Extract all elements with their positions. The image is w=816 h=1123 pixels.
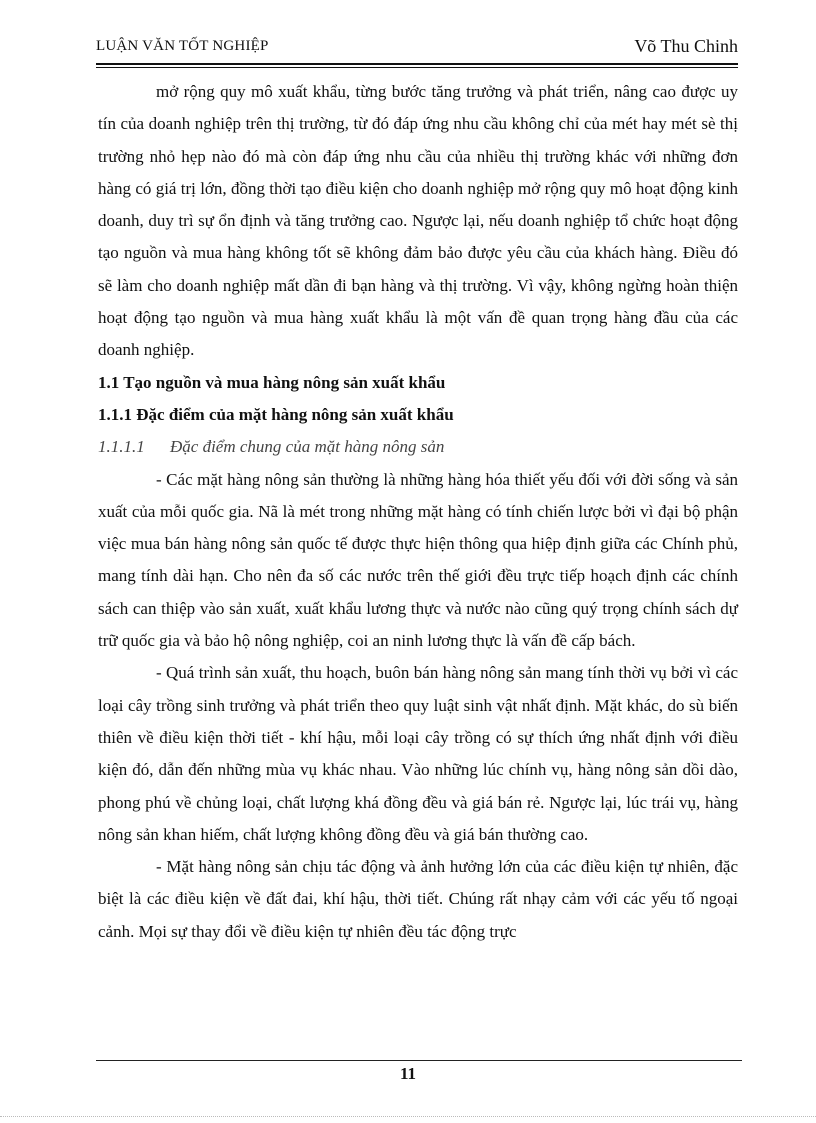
footer-divider (96, 1060, 742, 1061)
header-divider (96, 63, 738, 65)
section-heading: 1.1 Tạo nguồn và mua hàng nông sản xuất khẩu (98, 372, 446, 392)
subsubsection-number: 1.1.1.1 (98, 437, 145, 457)
paragraph-intro: mở rộng quy mô xuất khẩu, từng bước tăng trưởng và phát triển, nâng cao được uy tín của doanh nghiệp trên thị trường, từ đó đáp ứng nhu cầu không chỉ của mét hay mét sè thị trường nhỏ hẹp nào đó mà còn đáp ứng nhu cầu của nhiều thị trường khác với những đơn hàng có giá trị lớn, đồng thời tạo điều kiện cho doanh nghiệp mở rộng quy mô hoạt động kinh doanh, duy trì sự ổn định và tăng trưởng cao. Ngược lại, nếu doanh nghiệp tổ chức hoạt động tạo nguồn và mua hàng không tốt sẽ không đảm bảo được yêu cầu của khách hàng. Điều đó sẽ làm cho doanh nghiệp mất dần đi bạn hàng và thị trường. Vì vậy, không ngừng hoàn thiện hoạt động tạo nguồn và mua hàng xuất khẩu là một vấn đề quan trọng hàng đầu của các doanh nghiệp. (98, 82, 738, 360)
page-bottom-border (0, 1116, 816, 1117)
header-author: Võ Thu Chinh (634, 36, 738, 56)
paragraph-bullet-3: - Mặt hàng nông sản chịu tác động và ảnh hưởng lớn của các điều kiện tự nhiên, đặc biệt là các điều kiện về đất đai, khí hậu, thời tiết. Chúng rất nhạy cảm với các yếu tố ngoại cảnh. Mọi sự thay đổi về điều kiện tự nhiên đều tác động trực (98, 857, 738, 941)
paragraph-bullet-1: - Các mặt hàng nông sản thường là những hàng hóa thiết yếu đối với đời sống và sản xuất của mỗi quốc gia. Nã là mét trong những mặt hàng có tính chiến lược bởi vì đại bộ phận việc mua bán hàng nông sản quốc tế được thực hiện thông qua hiệp định giữa các Chính phủ, mang tính dài hạn. Cho nên đa số các nước trên thế giới đều trực tiếp hoạch định các chính sách can thiệp vào sản xuất, xuất khẩu lương thực và nước nào cũng quý trọng chính sách dự trữ quốc gia và bảo hộ nông nghiệp, coi an ninh lương thực là vấn đề cấp bách. (98, 469, 738, 651)
header-divider-thin (96, 67, 738, 68)
subsubsection-heading (98, 431, 738, 463)
subsection-heading: 1.1.1 Đặc điểm của mặt hàng nông sản xuất khẩu (98, 404, 454, 424)
paragraph-bullet-2: - Quá trình sản xuất, thu hoạch, buôn bán hàng nông sản mang tính thời vụ bởi vì các loại cây trồng sinh trưởng và phát triển theo quy luật sinh vật nhất định. Mặt khác, do sù biến thiên về điều kiện thời tiết - khí hậu, mỗi loại cây trồng có sự thích ứng nhất định với điều kiện đó, dẫn đến những mùa vụ khác nhau. Vào những lúc chính vụ, hàng nông sản dồi dào, phong phú về chủng loại, chất lượng khá đồng đều và giá bán rẻ. Ngược lại, lúc trái vụ, hàng nông sản khan hiếm, chất lượng không đồng đều và giá bán thường cao. (98, 663, 738, 844)
document-body (98, 76, 738, 948)
page-number: 11 (399, 1064, 417, 1083)
header-title: LUẬN VĂN TỐT NGHIỆP (96, 38, 269, 54)
page-header (96, 38, 738, 62)
subsubsection-title: Đặc điểm chung của mặt hàng nông sản (170, 437, 445, 457)
